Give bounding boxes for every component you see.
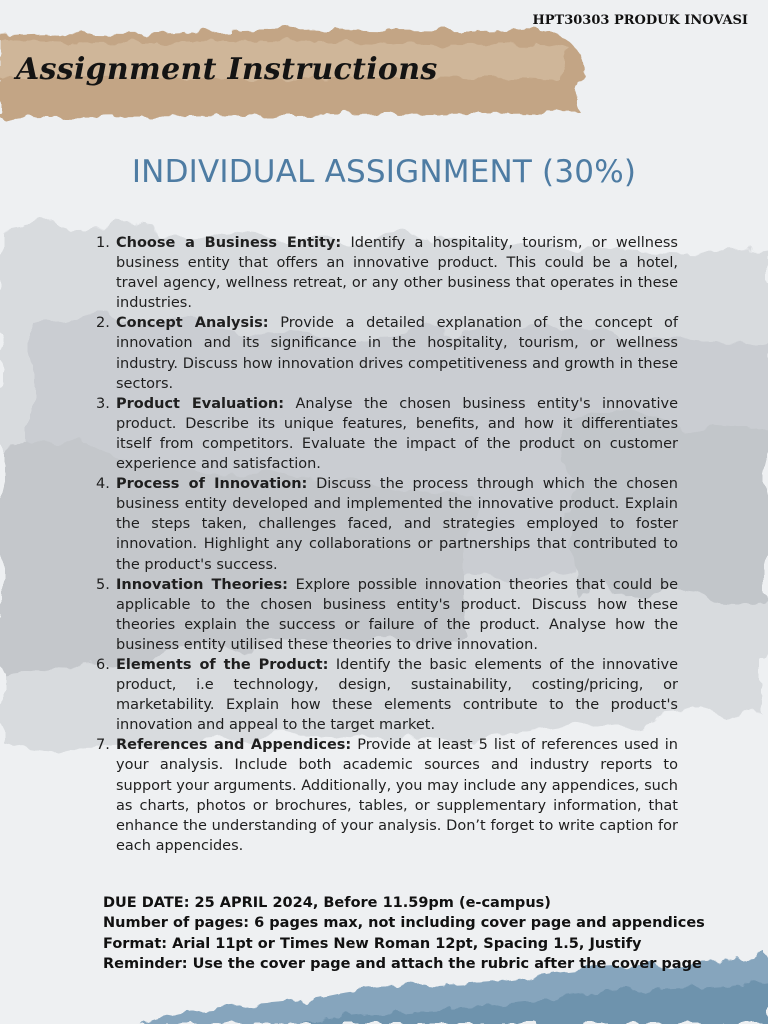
task-item — [96, 394, 678, 474]
task-title: Concept Analysis: — [116, 315, 269, 332]
task-number: 7. — [96, 737, 110, 754]
task-text: Explore possible innovation theories that could be applicable to the chosen business entity's product. Discuss how these theories explain the success or failure of the product. Analyse how the business entity utilised these theories to drive innovation. — [116, 576, 678, 653]
task-item — [96, 655, 678, 735]
task-text: Provide a detailed explanation of the concept of innovation and its significance in the hospitality, tourism, or wellness industry. Discuss how innovation drives competitiveness and growth in these sectors. — [116, 315, 679, 392]
task-item — [96, 575, 678, 655]
task-title: Choose a Business Entity: — [116, 235, 342, 251]
task-title: Elements of the Product: — [116, 656, 329, 673]
task-text: Discuss the process through which the chosen business entity developed and implemented the innovative product. Explain the steps taken, challenges faced, and strategies employed to foster innovation. Highlight any collaborations or partnerships that contributed to the product's success. — [116, 476, 678, 573]
reminder: Reminder: Use the cover page and attach the rubric after the cover page — [103, 956, 702, 973]
task-title: Innovation Theories: — [116, 576, 288, 593]
task-text: Analyse the chosen business entity's innovative product. Describe its unique features, benefits, and how it differentiates itself from competitors. Evaluate the impact of the product on customer experience and satisfaction. — [116, 395, 678, 473]
task-item — [96, 313, 678, 393]
task-number: 2. — [96, 315, 110, 332]
task-list — [96, 233, 678, 856]
due-date: DUE DATE: 25 APRIL 2024, Before 11.59pm (e-campus) — [103, 895, 551, 911]
task-text: Identify the basic elements of the innovative product, i.e technology, design, sustainability, costing/pricing, or marketability. Explain how these elements contribute to the product's innovation and appeal to the target market. — [116, 656, 678, 734]
task-number: 5. — [96, 576, 110, 593]
page-limit: Number of pages: 6 pages max, not including cover page and appendices — [103, 915, 705, 932]
task-item — [96, 474, 678, 574]
format-requirement: Format: Arial 11pt or Times New Roman 12pt, Spacing 1.5, Justify — [103, 935, 642, 952]
task-item — [96, 233, 678, 313]
due-info-block — [103, 893, 723, 975]
task-number: 4. — [96, 476, 110, 493]
task-text: Identify a hospitality, tourism, or wellness business entity that offers an innovative product. This could be a hotel, travel agency, wellness retreat, or any other business that operates in these industries. — [116, 235, 678, 312]
header-title: Assignment Instructions — [16, 52, 438, 87]
task-text: Provide at least 5 list of references used in your analysis. Include both academic sources and industry reports to support your arguments. Additionally, you may include any appendices, such as charts, photos or brochures, tables, or supplementary information, that enhance the understanding of your analysis. Don’t forget to write caption for each appencides. — [116, 737, 678, 854]
task-title: Product Evaluation: — [116, 395, 285, 412]
task-title: Process of Innovation: — [116, 476, 308, 493]
task-title: References and Appendices: — [116, 737, 352, 754]
task-number: 3. — [96, 395, 110, 412]
task-number: 6. — [96, 656, 110, 673]
page-title: INDIVIDUAL ASSIGNMENT (30%) — [131, 154, 637, 190]
course-code: HPT30303 PRODUK INOVASI — [532, 13, 748, 28]
task-number: 1. — [96, 235, 110, 251]
task-item — [96, 735, 678, 856]
